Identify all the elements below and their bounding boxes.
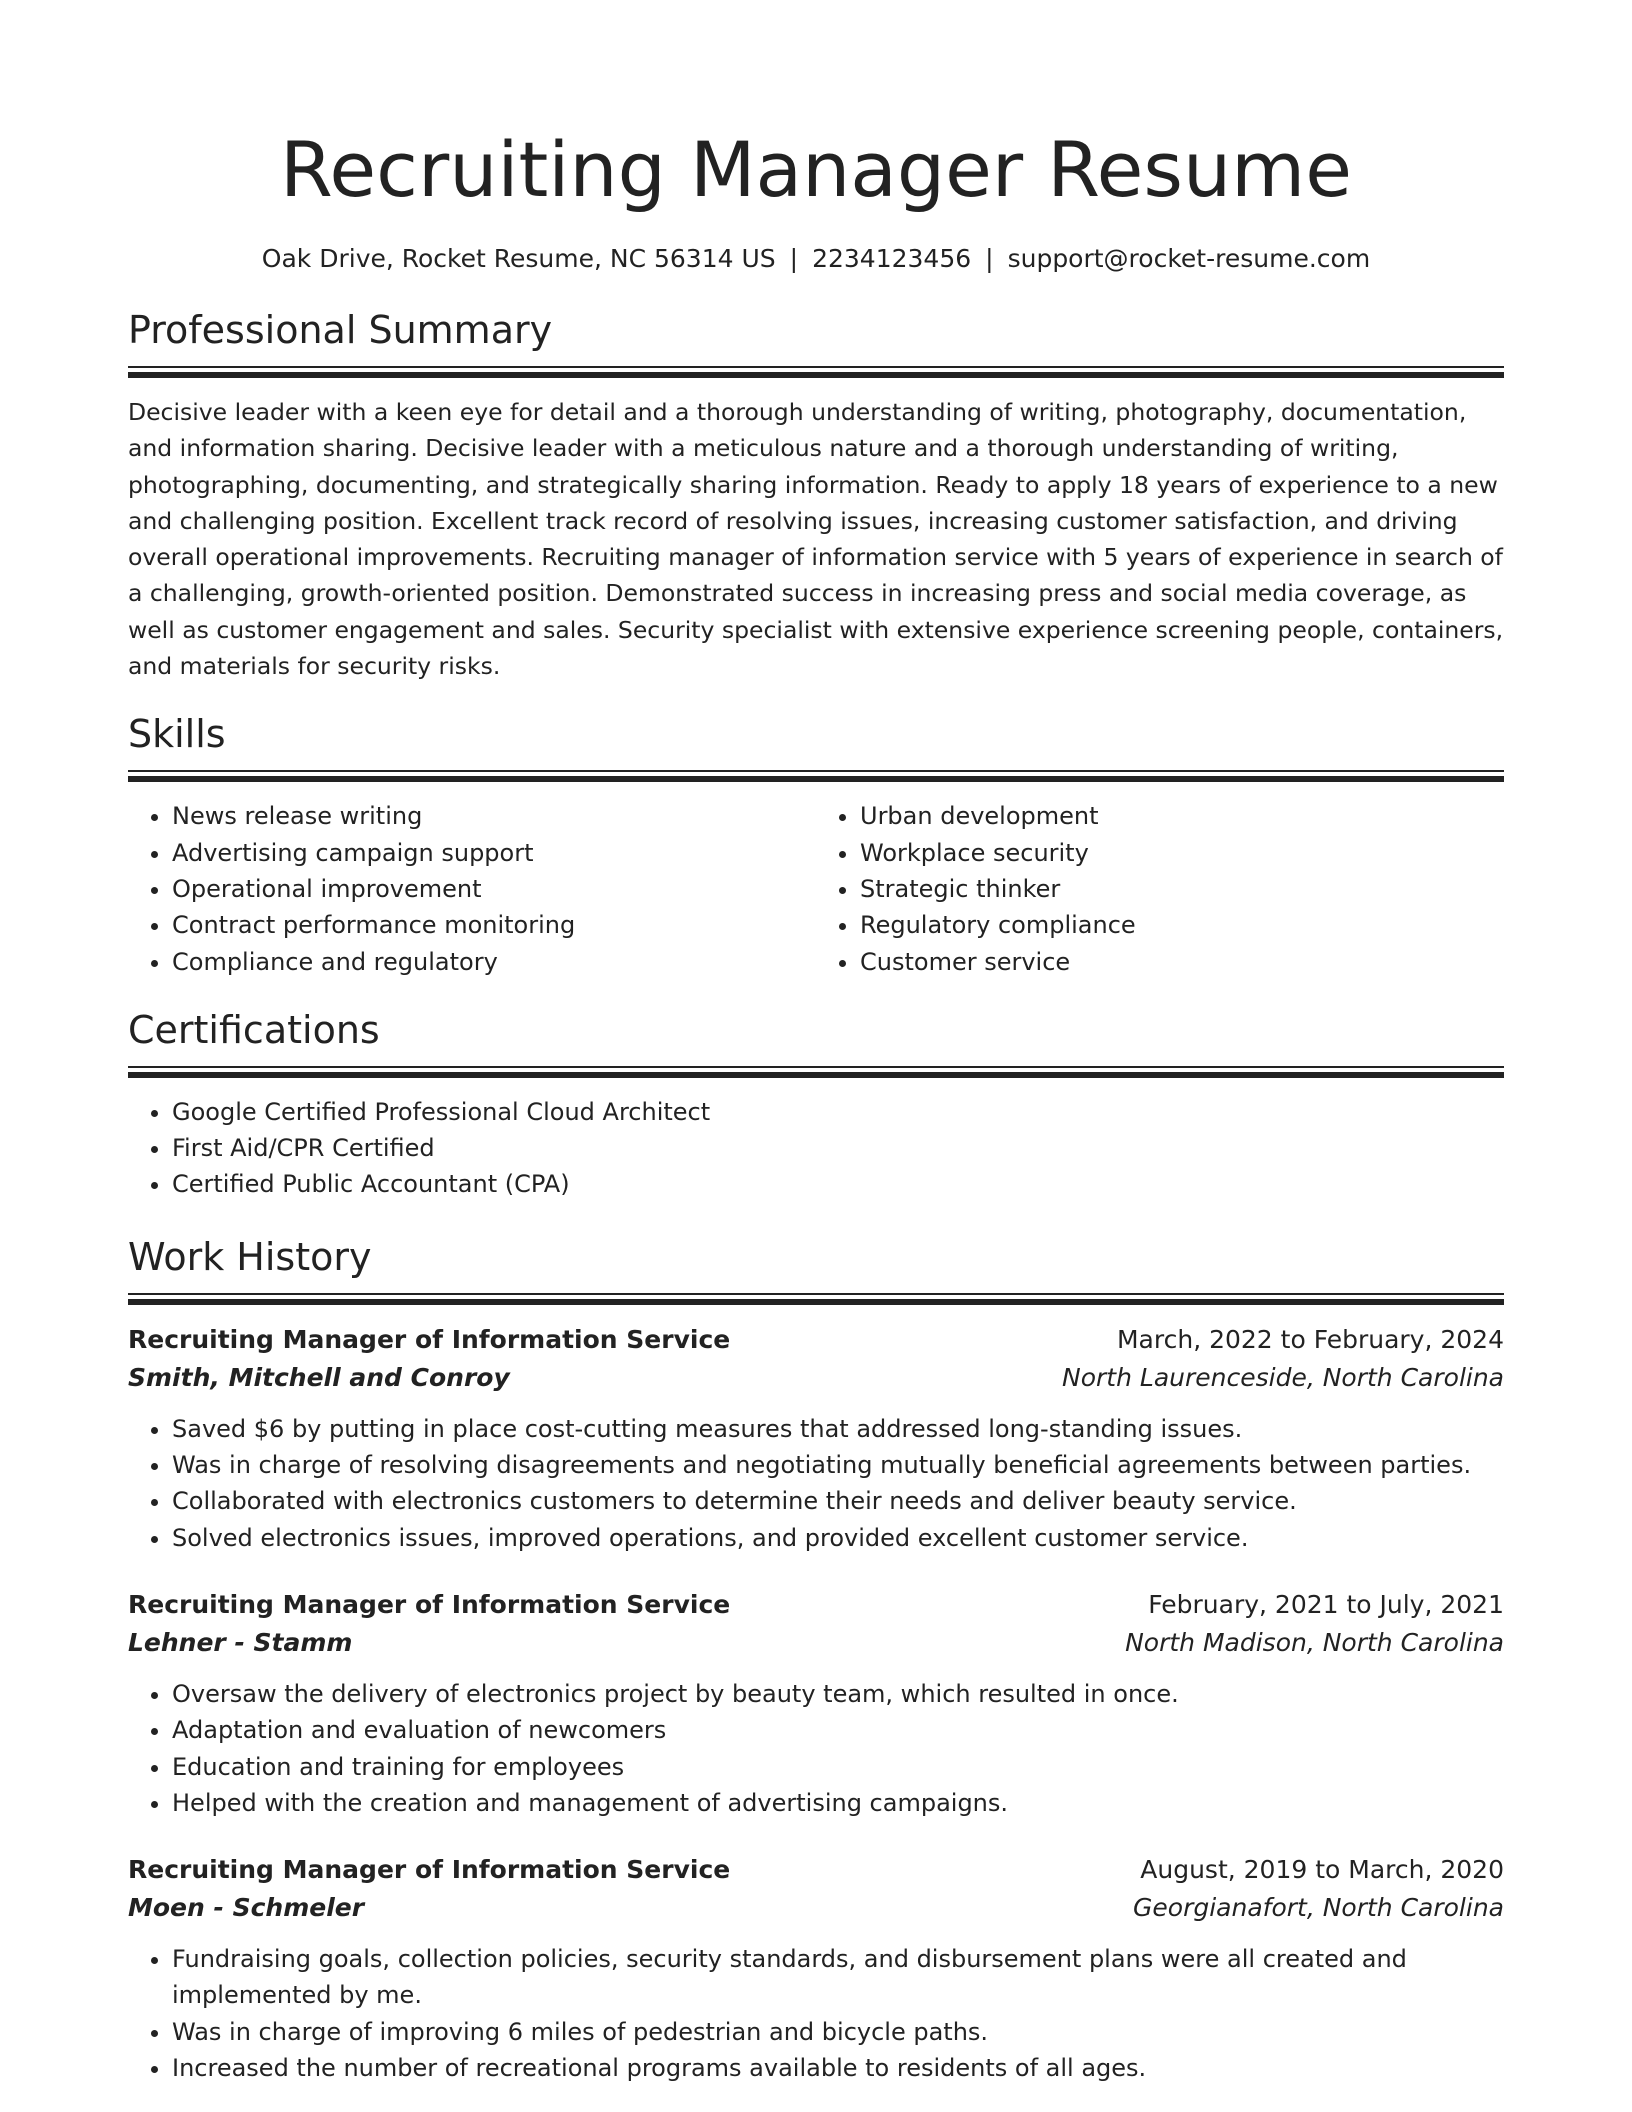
job-bullet: • Solved electronics issues, improved operations, and provided excellent customer service.	[172, 1520, 1504, 1556]
section-title-certifications: Certifications	[128, 1007, 380, 1052]
job-bullet: • Oversaw the delivery of electronics project by beauty team, which resulted in once.	[172, 1676, 1504, 1712]
section-divider	[128, 770, 1504, 782]
job-bullet-list	[128, 1941, 1504, 2086]
job-title: Recruiting Manager of Information Service	[128, 1855, 731, 1885]
contact-separator: |	[985, 244, 994, 273]
section-divider	[128, 1066, 1504, 1078]
skills-list-left	[128, 798, 816, 979]
job-company: Moen - Schmeler	[128, 1893, 365, 1923]
job-bullet: • Increased the number of recreational programs available to residents of all ages.	[172, 2050, 1504, 2086]
job-dates: March, 2022 to February, 2024	[1116, 1324, 1504, 1354]
job-header	[128, 1321, 1504, 1359]
job-title: Recruiting Manager of Information Service	[128, 1589, 731, 1619]
job-entry	[128, 1586, 1504, 1821]
skill-item: • News release writing	[172, 798, 816, 834]
job-subheader	[128, 1889, 1504, 1927]
job-entry	[128, 1321, 1504, 1556]
certification-item: • First Aid/CPR Certified	[172, 1130, 1504, 1166]
contact-line	[128, 242, 1504, 276]
job-bullet: • Helped with the creation and management of advertising campaigns.	[172, 1785, 1504, 1821]
job-bullet: • Collaborated with electronics customers to determine their needs and deliver beauty service.	[172, 1483, 1504, 1519]
skill-item: • Workplace security	[860, 835, 1504, 871]
summary-text: Decisive leader with a keen eye for detail and a thorough understanding of writing, photography, documentation, and information sharing. Decisive leader with a meticulous nature and a thorough understanding of writing, photographing, documenting, and strategically sharing information. Ready to apply 18 years of experience to a new and challenging position. Excellent track record of resolving issues, increasing customer satisfaction, and driving overall operational improvements. Recruiting manager of information service with 5 years of experience in search of a challenging, growth-oriented position. Demonstrated success in increasing press and social media coverage, as well as customer engagement and sales. Security specialist with extensive experience screening people, containers, and materials for security risks.	[128, 398, 1504, 681]
job-dates: February, 2021 to July, 2021	[1148, 1589, 1504, 1619]
job-bullet: • Adaptation and evaluation of newcomers	[172, 1712, 1504, 1748]
skill-item: • Contract performance monitoring	[172, 907, 816, 943]
skills-columns	[128, 798, 1504, 979]
certification-item: • Google Certified Professional Cloud Architect	[172, 1094, 1504, 1130]
job-subheader	[128, 1359, 1504, 1397]
job-header	[128, 1586, 1504, 1624]
section-divider	[128, 366, 1504, 378]
job-company: Lehner - Stamm	[128, 1627, 353, 1657]
job-location: Georgianafort, North Carolina	[1133, 1893, 1504, 1923]
skill-item: • Urban development	[860, 798, 1504, 834]
job-subheader	[128, 1624, 1504, 1662]
summary-section	[128, 306, 1504, 684]
job-location: North Madison, North Carolina	[1125, 1627, 1504, 1657]
resume-title: Recruiting Manager Resume	[280, 125, 1352, 214]
contact-phone: 2234123456	[812, 244, 972, 273]
skill-item: • Strategic thinker	[860, 871, 1504, 907]
skill-item: • Compliance and regulatory	[172, 944, 816, 980]
contact-separator: |	[789, 244, 799, 273]
job-bullet: • Fundraising goals, collection policies, security standards, and disbursement plans were all created and implemented by me.	[172, 1941, 1504, 2014]
job-bullet: • Education and training for employees	[172, 1749, 1504, 1785]
job-bullet: • Was in charge of improving 6 miles of pedestrian and bicycle paths.	[172, 2014, 1504, 2050]
skill-item: • Customer service	[860, 944, 1504, 980]
section-title-summary: Professional Summary	[128, 308, 553, 352]
skill-item: • Operational improvement	[172, 871, 816, 907]
job-bullet: • Saved $6 by putting in place cost-cutting measures that addressed long-standing issues.	[172, 1411, 1504, 1447]
job-entry	[128, 1851, 1504, 2086]
job-bullet: • Was in charge of resolving disagreements and negotiating mutually beneficial agreements between parties.	[172, 1447, 1504, 1483]
skill-item: • Advertising campaign support	[172, 835, 816, 871]
certification-item: • Certified Public Accountant (CPA)	[172, 1166, 1504, 1202]
job-bullet-list	[128, 1411, 1504, 1556]
section-divider	[128, 1293, 1504, 1305]
section-title-skills: Skills	[128, 712, 226, 757]
contact-address: Oak Drive, Rocket Resume, NC 56314 US	[261, 244, 776, 273]
certifications-list	[128, 1094, 1504, 1203]
work-history-section	[128, 1233, 1504, 2087]
job-location: North Laurenceside, North Carolina	[1062, 1362, 1504, 1392]
job-bullet-list	[128, 1676, 1504, 1821]
certifications-section	[128, 1006, 1504, 1203]
job-title: Recruiting Manager of Information Service	[128, 1324, 731, 1354]
contact-email: support@rocket-resume.com	[1007, 244, 1371, 273]
section-title-work-history: Work History	[128, 1234, 372, 1279]
job-header	[128, 1851, 1504, 1889]
skills-section	[128, 710, 1504, 979]
skill-item: • Regulatory compliance	[860, 907, 1504, 943]
job-company: Smith, Mitchell and Conroy	[128, 1362, 510, 1392]
skills-list-right	[816, 798, 1504, 979]
job-dates: August, 2019 to March, 2020	[1140, 1855, 1504, 1885]
